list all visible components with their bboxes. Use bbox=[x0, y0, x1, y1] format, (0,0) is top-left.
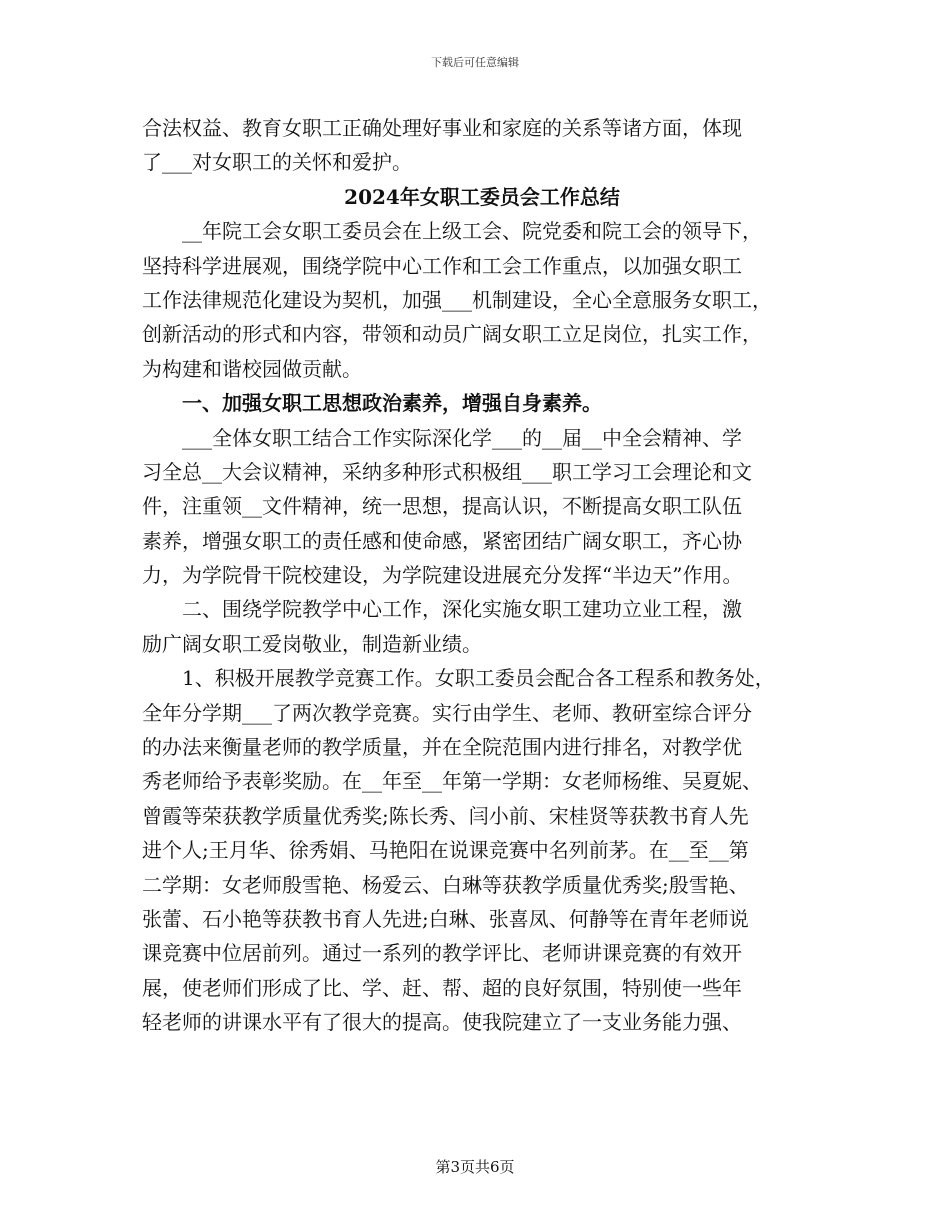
text-line: 展，使老师们形成了比、学、赶、帮、超的良好氛围，特别使一些年 bbox=[142, 975, 742, 1000]
text-line: 进个人;王月华、徐秀娟、马艳阳在说课竞赛中名列前茅。在__至__第 bbox=[142, 838, 749, 863]
text-line: 素养，增强女职工的责任感和使命感，紧密团结广阔女职工，齐心协 bbox=[142, 528, 742, 553]
text-line: 坚持科学进展观，围绕学院中心工作和工会工作重点，以加强女职工 bbox=[142, 253, 742, 278]
text-line: 了___对女职工的关怀和爱护。 bbox=[142, 150, 412, 175]
text-line: 励广阔女职工爱岗敬业，制造新业绩。 bbox=[142, 631, 482, 656]
text-line: 课竞赛中位居前列。通过一系列的教学评比、老师讲课竞赛的有效开 bbox=[142, 941, 742, 966]
page-header: 下载后可任意编辑 bbox=[431, 56, 519, 69]
text-line: 二学期：女老师殷雪艳、杨爱云、白琳等获教学质量优秀奖;殷雪艳、 bbox=[142, 872, 749, 897]
text-line: 张蕾、石小艳等获教书育人先进;白琳、张喜凤、何静等在青年老师说 bbox=[142, 906, 749, 931]
text-line: 二、围绕学院教学中心工作，深化实施女职工建功立业工程，激 bbox=[182, 597, 742, 622]
text-line: 件，注重领__文件精神，统一思想，提高认识，不断提高女职工队伍 bbox=[142, 494, 742, 519]
page-number: 第3页共6页 bbox=[435, 1158, 515, 1176]
text-line: 曾霞等荣获教学质量优秀奖;陈长秀、闫小前、宋桂贤等获教书育人先 bbox=[142, 803, 749, 828]
text-line: ___全体女职工结合工作实际深化学___的__届__中全会精神、学 bbox=[182, 425, 742, 450]
text-line: 1、积极开展教学竞赛工作。女职工委员会配合各工程系和教务处， bbox=[182, 666, 775, 691]
text-line: 工作法律规范化建设为契机，加强___机制建设，全心全意服务女职工， bbox=[142, 287, 772, 312]
section-heading: 一、加强女职工思想政治素养，增强自身素养。 bbox=[182, 391, 602, 416]
text-line: __年院工会女职工委员会在上级工会、院党委和院工会的领导下， bbox=[182, 219, 762, 244]
document-body bbox=[142, 111, 822, 1040]
text-line: 秀老师给予表彰奖励。在__年至__年第一学期：女老师杨维、吴夏妮、 bbox=[142, 769, 762, 794]
text-line: 习全总__大会议精神，采纳多种形式积极组___职工学习工会理论和文 bbox=[142, 459, 752, 484]
text-line: 合法权益、教育女职工正确处理好事业和家庭的关系等诸方面，体现 bbox=[142, 116, 742, 140]
text-line: 力，为学院骨干院校建设，为学院建设进展充分发挥“半边天”作用。 bbox=[142, 563, 743, 588]
section-title: 2024年女职工委员会工作总结 bbox=[344, 184, 620, 209]
text-line: 全年分学期___了两次教学竞赛。实行由学生、老师、教研室综合评分 bbox=[142, 700, 752, 725]
text-line: 的办法来衡量老师的教学质量，并在全院范围内进行排名，对教学优 bbox=[142, 735, 742, 760]
text-line: 创新活动的形式和内容，带领和动员广阔女职工立足岗位，扎实工作， bbox=[142, 322, 762, 347]
text-line: 为构建和谐校园做贡献。 bbox=[142, 356, 362, 381]
text-line: 轻老师的讲课水平有了很大的提高。使我院建立了一支业务能力强、 bbox=[142, 1010, 742, 1035]
